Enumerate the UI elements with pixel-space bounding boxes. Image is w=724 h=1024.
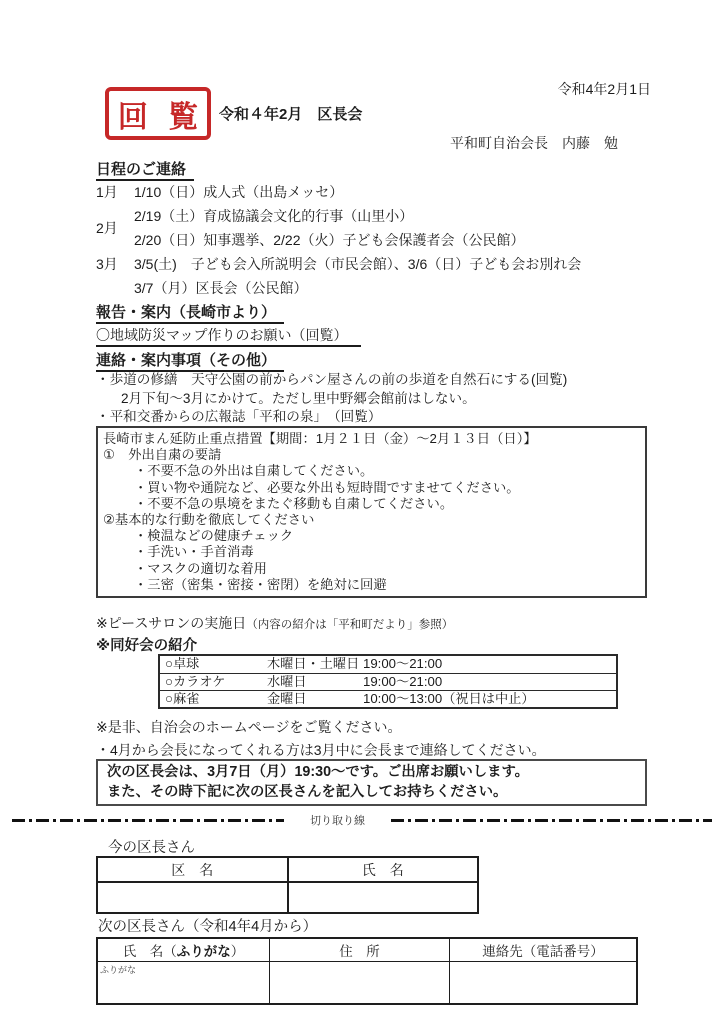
report-heading-text: 報告・案内（長崎市より）	[96, 301, 284, 324]
measures-point: ・不要不急の県境をまたぐ移動も自粛してください。	[134, 495, 454, 511]
header-text: ）	[230, 944, 245, 959]
club-day: 水曜日	[267, 674, 307, 689]
header-text-bold: ふりがな	[176, 944, 231, 959]
schedule-month: 3月	[96, 256, 118, 272]
report-item	[96, 325, 361, 347]
schedule-lines	[134, 204, 525, 252]
name-input-cell[interactable]	[98, 962, 270, 1003]
measures-point: ・不要不急の外出は自粛してください。	[134, 463, 374, 479]
page-title: 令和４年2月 区長会	[219, 106, 363, 123]
notice-line: また、その時下記に次の区長さんを記入してお持ちください。	[107, 783, 508, 800]
current-chief-table	[96, 856, 479, 914]
document-date: 令和4年2月1日	[557, 81, 651, 97]
table-row	[98, 883, 477, 912]
report-heading	[96, 301, 284, 324]
address-input-cell[interactable]	[270, 962, 450, 1003]
club-table	[158, 654, 618, 709]
next-chair-note: ・4月から会長になってくれる方は3月中に会長まで連絡してください。	[96, 742, 546, 758]
column-header-phone: 連絡先（電話番号）	[482, 944, 604, 959]
measures-point: ・三密（密集・密接・密閉）を絶対に回避	[134, 576, 387, 592]
schedule-lines	[134, 252, 581, 300]
club-day: 金曜日	[267, 691, 307, 706]
notice-line: 次の区長会は、3月7日（月）19:30～です。ご出席お願いします。	[107, 764, 529, 780]
contact-item: ・平和交番からの広報誌「平和の泉」 （回覧）	[96, 409, 382, 425]
measures-point: ・手洗い・手首消毒	[134, 544, 254, 560]
schedule-row-february	[96, 204, 656, 252]
measures-point: ・買い物や通院など、必要な外出も短時間ですませてください。	[134, 479, 520, 495]
schedule-line: 2/20（日）知事選挙、2/22（火）子ども会保護者会（公民館）	[134, 232, 525, 248]
author-line: 平和町自治会長 内藤 勉	[450, 135, 618, 151]
next-chief-heading: 次の区長さん（令和4年4月から）	[98, 919, 318, 935]
schedule-heading-text: 日程のご連絡	[96, 158, 194, 181]
schedule-month: 1月	[96, 184, 118, 200]
schedule-row-march	[96, 252, 656, 300]
contact-heading-text: 連絡・案内事項（その他）	[96, 349, 284, 372]
club-time: 19:00～21:00	[363, 656, 443, 671]
club-time: 10:00～13:00（祝日は中止）	[363, 691, 535, 706]
covid-measures-box	[96, 426, 647, 598]
schedule-month: 2月	[96, 220, 118, 236]
contact-heading	[96, 349, 284, 372]
peace-salon-text: ※ピースサロンの実施日	[96, 615, 247, 631]
measures-item1-heading: ① 外出自粛の要請	[103, 447, 222, 463]
club-day: 木曜日・土曜日	[267, 656, 360, 671]
current-chief-heading: 今の区長さん	[108, 840, 195, 856]
measures-title: 長崎市まん延防止重点措置【期間：1月２１日（金）～2月１３日（日）】	[103, 431, 537, 446]
club-name: ○卓球	[165, 656, 200, 671]
table-row	[98, 962, 636, 1003]
cut-line-dash-right	[391, 819, 712, 822]
header-text: 氏 名（	[122, 944, 177, 959]
schedule-list	[96, 180, 656, 300]
cut-line	[12, 813, 712, 827]
next-meeting-notice-box	[96, 759, 647, 806]
schedule-line: 1/10（日）成人式（出島メッセ）	[134, 184, 344, 200]
furigana-label: ふりがな	[100, 965, 137, 975]
club-name: ○カラオケ	[165, 674, 226, 689]
contact-items	[96, 371, 567, 427]
kairan-stamp: 回 覧	[105, 87, 211, 140]
homepage-note: ※是非、自治会のホームページをご覧ください。	[96, 719, 402, 735]
club-time: 19:00～21:00	[363, 674, 443, 689]
schedule-line: 3/7（月）区長会（公民館）	[134, 280, 308, 296]
report-item-text: 〇地域防災マップ作りのお願い（回覧）	[96, 325, 361, 347]
column-header-name	[98, 939, 270, 961]
club-heading: ※同好会の紹介	[96, 638, 198, 654]
table-row	[160, 690, 616, 707]
club-name: ○麻雀	[165, 691, 200, 706]
peace-salon-sub: （内容の紹介は「平和町だより」参照）	[246, 619, 454, 631]
column-header-name: 氏 名	[361, 861, 404, 878]
measures-item2-heading: ②基本的な行動を徹底してください	[103, 512, 315, 528]
table-row	[160, 673, 616, 690]
phone-input-cell[interactable]	[450, 962, 636, 1003]
column-header-district: 区 名	[98, 858, 289, 881]
schedule-line: 3/5(土) 子ども会入所説明会（市民会館）、3/6（日）子ども会お別れ会	[134, 256, 582, 272]
table-header-row	[98, 939, 636, 962]
contact-item: ・歩道の修繕 天守公園の前からパン屋さんの前の歩道を自然石にする(回覧)	[96, 372, 568, 387]
peace-salon-line	[96, 613, 453, 633]
schedule-line: 2/19（土）育成協議会文化的行事（山里小）	[134, 208, 414, 224]
schedule-heading	[96, 158, 194, 181]
cut-line-label: 切り取り線	[310, 815, 365, 827]
schedule-lines	[134, 180, 343, 204]
cut-line-dash-left	[12, 819, 284, 822]
table-header-row	[98, 858, 477, 883]
column-header-address: 住 所	[270, 939, 450, 961]
next-chief-table	[96, 937, 638, 1005]
measures-point: ・検温などの健康チェック	[134, 528, 294, 544]
schedule-row-january	[96, 180, 656, 204]
measures-point: ・マスクの適切な着用	[134, 560, 267, 576]
name-input-cell[interactable]	[289, 883, 478, 912]
district-input-cell[interactable]	[98, 883, 289, 912]
contact-item-sub: 2月下旬～3月にかけて。ただし里中野郷会館前はしない。	[121, 390, 476, 406]
table-row	[160, 656, 616, 673]
